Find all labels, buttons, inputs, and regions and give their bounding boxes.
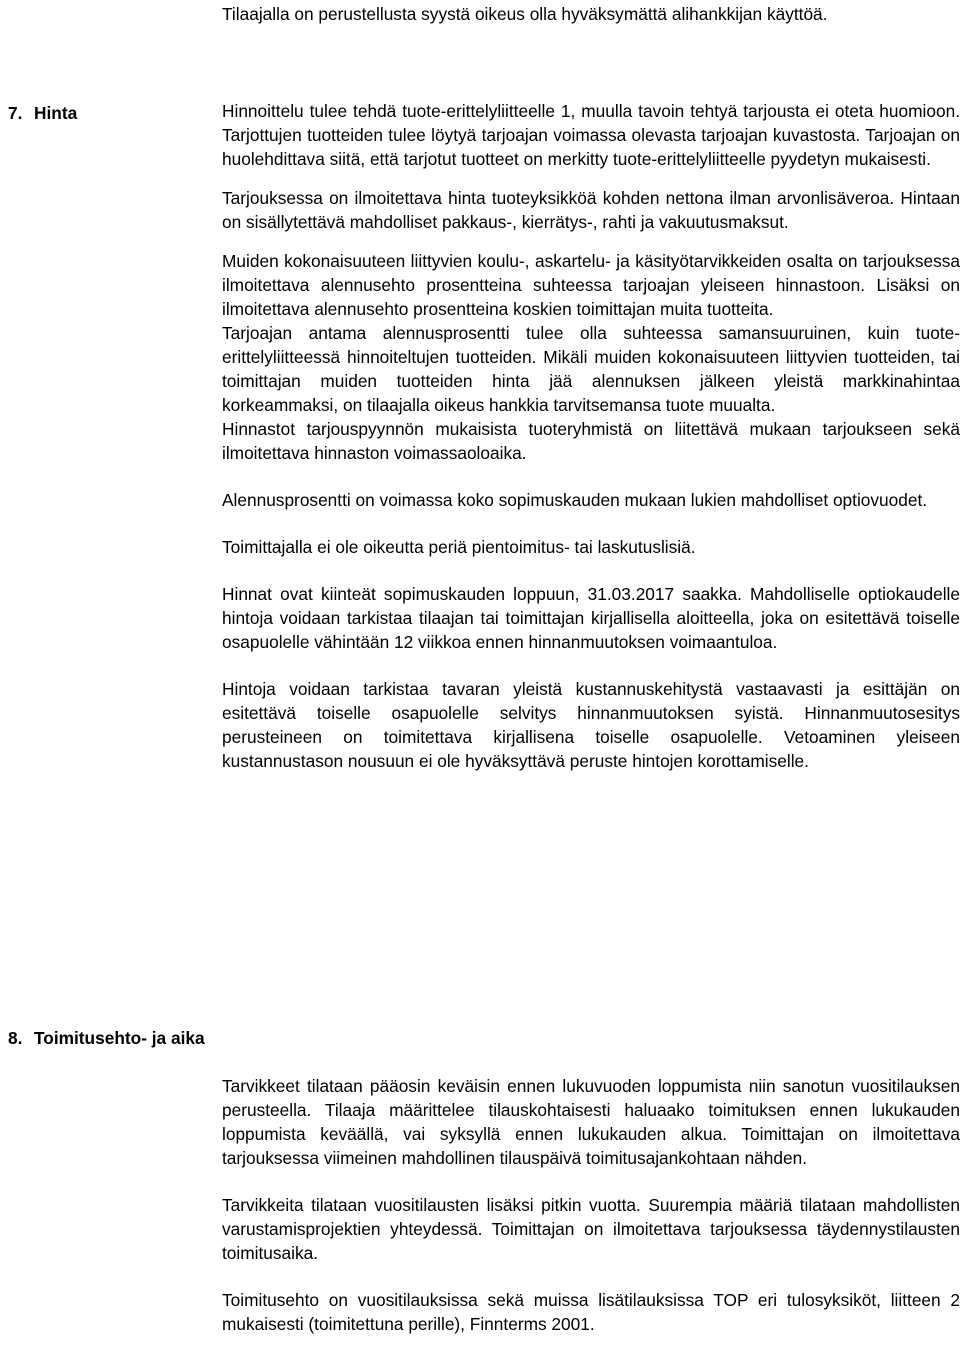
section-8-heading: [8, 1026, 205, 1050]
section-7-paragraph: Tarjoajan antama alennusprosentti tulee olla suhteessa samansuuruinen, kuin tuote-erittelyliitteessä hinnoiteltujen tuotteiden. Mikäli muiden kokonaisuuteen liittyvien tuotteiden, tai toimittajan muiden tuotteiden hinta jää alennuksen jälkeen yleistä markkinahintaa korkeammaksi, on tilaajalla oikeus hankkia tarvitsemansa tuote muualta.: [222, 323, 960, 415]
section-8-number: 8.: [8, 1028, 23, 1048]
section-7-paragraph: Toimittajalla ei ole oikeutta periä pientoimitus- tai laskutuslisiä.: [222, 537, 696, 557]
section-7-number: 7.: [8, 103, 23, 123]
intro-paragraph: Tilaajalla on perustellusta syystä oikeus olla hyväksymättä alihankkijan käyttöä.: [222, 4, 828, 24]
section-8-paragraph: Tarvikkeet tilataan pääosin keväisin ennen lukuvuoden loppumista niin sanotun vuositilauksen perusteella. Tilaaja määrittelee tilauskohtaisesti haluaako toimituksen ennen lukukauden loppumista keväällä, vai syksyllä ennen lukukauden alkua. Toimittajan on ilmoitettava tarjouksessa viimeinen mahdollinen tilauspäivä toimitusajankohtaan nähden.: [222, 1076, 960, 1168]
section-8-title: Toimitusehto- ja aika: [34, 1028, 205, 1048]
section-7-paragraph: Hinnoittelu tulee tehdä tuote-erittelyliitteelle 1, muulla tavoin tehtyä tarjousta ei oteta huomioon. Tarjottujen tuotteiden tulee löytyä tarjoajan voimassa olevasta tarjoajan kuvastosta. Tarjoajan on huolehdittava siitä, että tarjotut tuotteet on merkitty tuote-erittelyliitteelle pyydetyn mukaisesti.: [222, 101, 960, 169]
section-7-title: Hinta: [34, 103, 78, 123]
section-7-paragraph: Hintoja voidaan tarkistaa tavaran yleistä kustannuskehitystä vastaavasti ja esittäjän on esitettävä toiselle osapuolelle selvitys hinnanmuutoksen syistä. Hinnanmuutosesitys perusteineen on toimitettava kirjallisena toiselle osapuolelle. Vetoaminen yleiseen kustannustason nousuun ei ole hyväksyttävä peruste hintojen korottamiselle.: [222, 679, 960, 771]
section-7-paragraph: Hinnastot tarjouspyynnön mukaisista tuoteryhmistä on liitettävä mukaan tarjoukseen sekä ilmoitettava hinnaston voimassaoloaika.: [222, 419, 960, 463]
section-7-paragraph: Tarjouksessa on ilmoitettava hinta tuoteyksikköä kohden nettona ilman arvonlisäveroa. Hintaan on sisällytettävä mahdolliset pakkaus-, kierrätys-, rahti ja vakuutusmaksut.: [222, 188, 960, 232]
section-7-paragraph: Hinnat ovat kiinteät sopimuskauden loppuun, 31.03.2017 saakka. Mahdolliselle optiokaudelle hintoja voidaan tarkistaa tilaajan tai toimittajan kirjallisella aloitteella, joka on esitettävä toiselle osapuolelle vähintään 12 viikkoa ennen hinnanmuutoksen voimaantuloa.: [222, 584, 960, 652]
section-7-heading: [8, 101, 77, 125]
section-7-paragraph: Alennusprosentti on voimassa koko sopimuskauden mukaan lukien mahdolliset optiovuodet.: [222, 490, 928, 510]
section-8-body: [222, 1074, 960, 1336]
section-8-paragraph: Tarvikkeita tilataan vuositilausten lisäksi pitkin vuotta. Suurempia määriä tilataan mahdollisten varustamisprojektien yhteydessä. Toimittajan on ilmoitettava tarjouksessa täydennystilausten toimitusaika.: [222, 1195, 960, 1263]
section-7-paragraph: Muiden kokonaisuuteen liittyvien koulu-, askartelu- ja käsityötarvikkeiden osalta on tarjouksessa ilmoitettava alennusehto prosentteina suhteessa tarjoajan yleiseen hinnastoon. Lisäksi on ilmoitettava alennusehto prosentteina koskien toimittajan muita tuotteita.: [222, 251, 960, 319]
section-8-paragraph: Toimitusehto on vuositilauksissa sekä muissa lisätilauksissa TOP eri tulosyksiköt, liitteen 2 mukaisesti (toimitettuna perille), Finnterms 2001.: [222, 1290, 960, 1334]
section-7-body: [222, 99, 960, 773]
intro-block: [222, 2, 960, 26]
